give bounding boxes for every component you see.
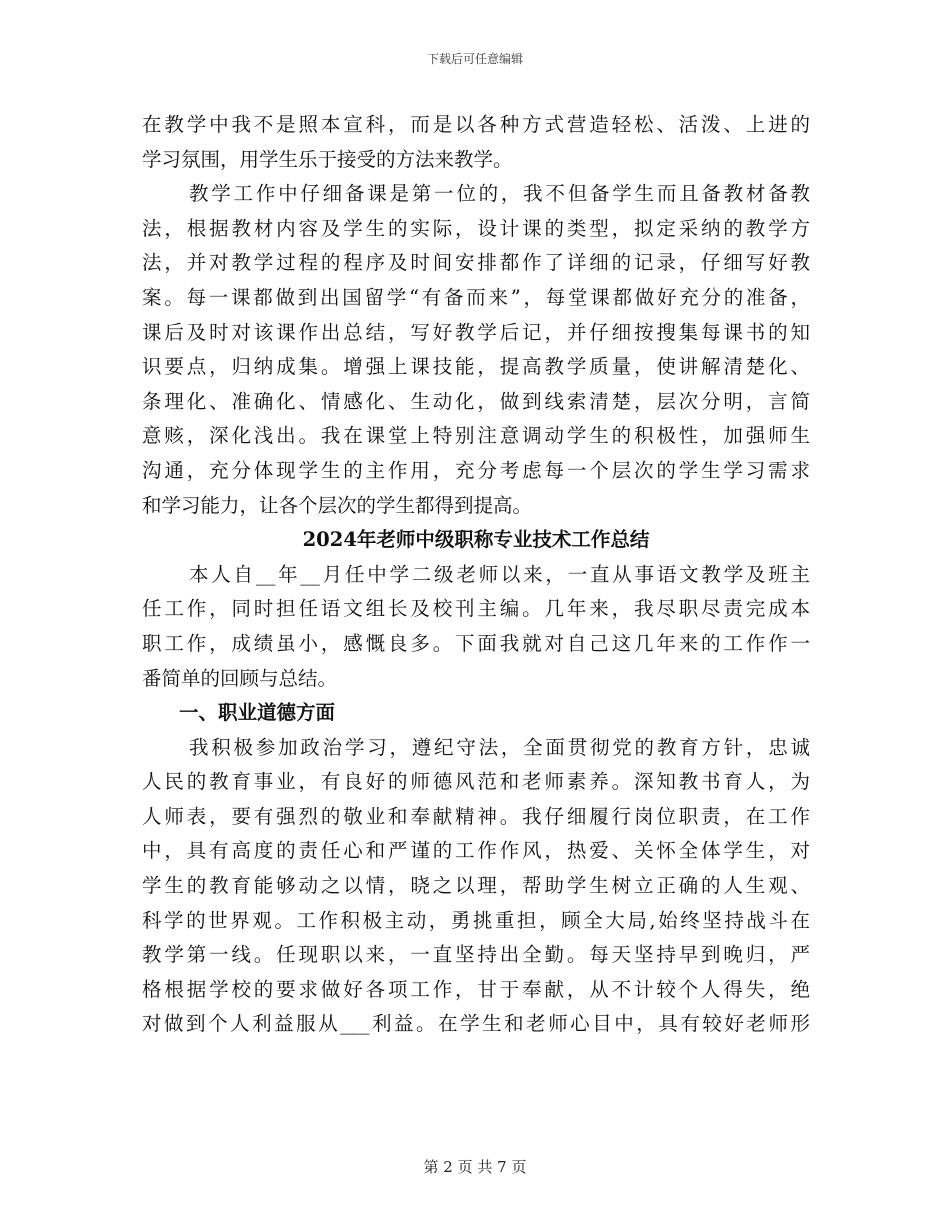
paragraph-line: 条理化、准确化、情感化、生动化，做到线索清楚，层次分明，言简 bbox=[142, 389, 810, 413]
paragraph-line: 教学第一线。任现职以来，一直坚持出全勤。每天坚持早到晚归，严 bbox=[142, 943, 810, 967]
paragraph-line: 职工作，成绩虽小，感慨良多。下面我就对自己这几年来的工作作一 bbox=[142, 631, 810, 655]
page-footer: 第 2 页 共 7 页 bbox=[423, 1158, 527, 1176]
paragraph-line: 本人自__年__月任中学二级老师以来，一直从事语文教学及班主 bbox=[189, 562, 810, 586]
paragraph-line: 任工作，同时担任语文组长及校刊主编。几年来，我尽职尽责完成本 bbox=[142, 597, 810, 621]
paragraph-line: 识要点，归纳成集。增强上课技能，提高教学质量，使讲解清楚化、 bbox=[142, 355, 810, 379]
paragraph-line: 教学工作中仔细备课是第一位的，我不但备学生而且备教材备教 bbox=[189, 182, 810, 206]
paragraph-line: 人师表，要有强烈的敬业和奉献精神。我仔细履行岗位职责，在工作 bbox=[142, 804, 810, 828]
paragraph-line: 格根据学校的要求做好各项工作，甘于奉献，从不计较个人得失，绝 bbox=[142, 977, 810, 1001]
paragraph-line: 意赅，深化浅出。我在课堂上特别注意调动学生的积极性，加强师生 bbox=[142, 424, 810, 448]
section-heading: 一、职业道德方面 bbox=[179, 701, 336, 725]
paragraph-line: 沟通，充分体现学生的主作用，充分考虑每一个层次的学生学习需求 bbox=[142, 458, 810, 482]
paragraph-line: 科学的世界观。工作积极主动，勇挑重担，顾全大局,始终坚持战斗在 bbox=[142, 908, 810, 932]
paragraph-line: 课后及时对该课作出总结，写好教学后记，并仔细按搜集每课书的知 bbox=[142, 320, 810, 344]
section-title: 2024年老师中级职称专业技术工作总结 bbox=[302, 528, 650, 552]
paragraph-line: 我积极参加政治学习，遵纪守法，全面贯彻党的教育方针，忠诚 bbox=[189, 735, 810, 759]
paragraph-line: 案。每一课都做到出国留学“有备而来”，每堂课都做好充分的准备， bbox=[142, 285, 810, 309]
paragraph-line: 学生的教育能够动之以情，晓之以理，帮助学生树立正确的人生观、 bbox=[142, 874, 810, 898]
paragraph-line: 中，具有高度的责任心和严谨的工作作风，热爱、关怀全体学生，对 bbox=[142, 839, 810, 863]
page-header: 下载后可任意编辑 bbox=[426, 52, 523, 66]
paragraph-line: 学习氛围，用学生乐于接受的方法来教学。 bbox=[142, 147, 513, 171]
paragraph-line: 法，并对教学过程的程序及时间安排都作了详细的记录，仔细写好教 bbox=[142, 251, 810, 275]
document-body bbox=[142, 108, 810, 1042]
paragraph-line: 和学习能力，让各个层次的学生都得到提高。 bbox=[142, 493, 533, 517]
paragraph-line: 法，根据教材内容及学生的实际，设计课的类型，拟定采纳的教学方 bbox=[142, 216, 810, 240]
paragraph-line: 番简单的回顾与总结。 bbox=[142, 666, 338, 690]
paragraph-line: 人民的教育事业，有良好的师德风范和老师素养。深知教书育人，为 bbox=[142, 770, 810, 794]
paragraph-line: 对做到个人利益服从___利益。在学生和老师心目中，具有较好老师形 bbox=[142, 1012, 810, 1036]
paragraph-line: 在教学中我不是照本宣科，而是以各种方式营造轻松、活泼、上进的 bbox=[142, 113, 810, 136]
